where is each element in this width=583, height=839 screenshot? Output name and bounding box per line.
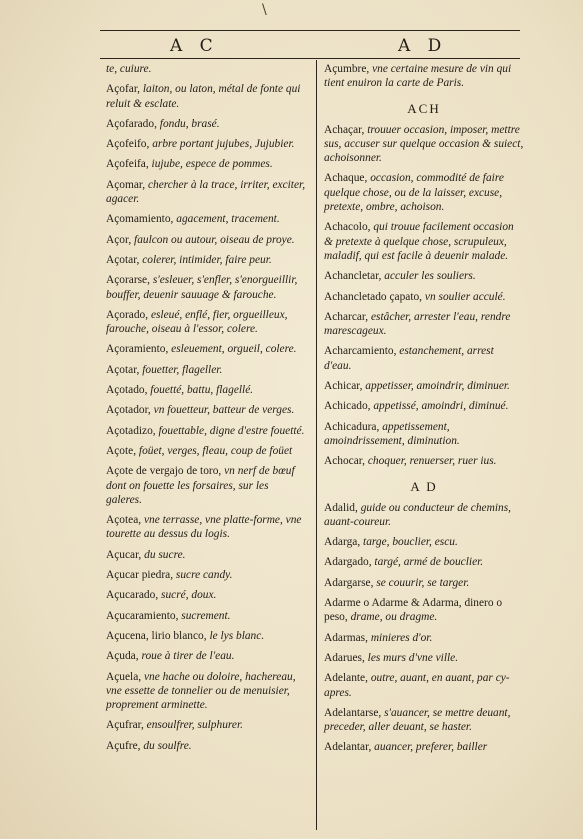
column-divider bbox=[316, 60, 317, 830]
entry-definition: fouetter, flageller. bbox=[142, 363, 223, 376]
entry-headword: Adalid, bbox=[324, 501, 358, 514]
dictionary-entry bbox=[106, 363, 306, 377]
dictionary-entry bbox=[106, 233, 306, 247]
entry-definition: vn nerf de bœuf dont on fouette les forsaires, sur les galeres. bbox=[106, 465, 295, 506]
entry-headword: Acharcar, bbox=[324, 310, 369, 323]
entry-headword: Açote, bbox=[106, 444, 137, 457]
entry-definition: estâcher, arrester l'eau, rendre marescageux. bbox=[324, 310, 511, 338]
entry-definition: sucré, doux. bbox=[161, 589, 217, 602]
dictionary-entry bbox=[324, 501, 524, 530]
dictionary-entry bbox=[106, 383, 306, 397]
header-left: A C bbox=[170, 36, 219, 56]
entry-definition: minieres d'or. bbox=[370, 631, 433, 644]
dictionary-entry bbox=[324, 123, 524, 166]
section-heading-ach: ACH bbox=[407, 100, 441, 116]
entry-definition: outre, auant, en auant, par cy-apres. bbox=[324, 672, 510, 699]
entry-definition: roue à tirer de l'eau. bbox=[141, 650, 235, 663]
entry-definition: ensoulfrer, sulphurer. bbox=[146, 719, 243, 732]
dictionary-entry bbox=[324, 62, 524, 91]
entry-headword: Açufre, bbox=[106, 739, 141, 752]
entry-headword: Achicadura, bbox=[324, 420, 380, 433]
entry-headword: Açuda, bbox=[106, 650, 139, 663]
dictionary-entry bbox=[324, 420, 524, 449]
entry-definition: occasion, commodité de faire quelque chose, ou de la laisser, excuse, pretexte, ombre, achoison. bbox=[324, 172, 504, 214]
entry-definition: sucre candy. bbox=[175, 569, 233, 582]
dictionary-entry bbox=[324, 310, 524, 339]
header-right: A D bbox=[398, 36, 448, 56]
entry-definition: colerer, intimider, faire peur. bbox=[142, 253, 272, 266]
dictionary-entry bbox=[106, 718, 306, 732]
entry-headword: Açuela, bbox=[106, 670, 142, 683]
dictionary-entry bbox=[324, 555, 524, 569]
dictionary-entry bbox=[324, 631, 524, 645]
entry-definition: targe, bouclier, escu. bbox=[363, 536, 458, 549]
entry-headword: Açucarado, bbox=[106, 589, 159, 602]
running-header bbox=[100, 36, 520, 58]
dictionary-entry bbox=[106, 609, 306, 623]
entry-headword: Açotea, bbox=[106, 514, 142, 527]
entry-definition: esleuement, orgueil, colere. bbox=[171, 343, 297, 356]
dictionary-entry bbox=[324, 269, 524, 283]
dictionary-entry bbox=[106, 117, 306, 131]
entry-definition: laiton, ou laton, métal de fonte qui reluit & esclate. bbox=[106, 83, 301, 110]
entry-definition: se couurir, se targer. bbox=[376, 576, 470, 589]
entry-definition: vn fouetteur, batteur de verges. bbox=[153, 404, 295, 417]
entry-headword: Achicado, bbox=[324, 400, 371, 413]
entry-headword: Açufrar, bbox=[106, 719, 144, 732]
entry-headword: Adarme o Adarme & Adarma, dinero o peso, bbox=[324, 597, 503, 624]
entry-headword: Açotado, bbox=[106, 384, 148, 397]
dictionary-entry bbox=[324, 344, 524, 373]
entry-definition: guide ou conducteur de chemins, auant-coureur. bbox=[324, 501, 511, 528]
entry-headword: Açofeifo, bbox=[106, 138, 150, 151]
entry-headword: Açotadizo, bbox=[106, 424, 156, 437]
entry-definition: auancer, preferer, bailler bbox=[374, 741, 488, 754]
dictionary-entry bbox=[106, 178, 306, 207]
dictionary-entry bbox=[106, 444, 306, 458]
entry-headword: Açor, bbox=[106, 233, 132, 246]
entry-headword: Achaque, bbox=[324, 172, 368, 185]
entry-definition: arbre portant jujubes, Jujubier. bbox=[152, 138, 295, 151]
dictionary-entry bbox=[106, 629, 306, 643]
entry-definition: agacement, tracement. bbox=[176, 213, 280, 226]
dictionary-entry bbox=[106, 513, 306, 542]
entry-headword: Açucar, bbox=[106, 548, 142, 561]
entry-headword: Açotador, bbox=[106, 404, 151, 417]
entry-definition: vne certaine mesure de vin qui tient enuiron la carte de Paris. bbox=[324, 63, 512, 90]
entry-headword: Achancletar, bbox=[324, 270, 382, 283]
dictionary-entry bbox=[106, 568, 306, 582]
entry-headword: Açofeifa, bbox=[106, 158, 149, 171]
entry-definition: iujube, espece de pommes. bbox=[151, 158, 273, 171]
entry-headword: Adargado, bbox=[324, 556, 372, 569]
entry-definition: fouettable, digne d'estre fouetté. bbox=[158, 424, 305, 437]
dictionary-entry bbox=[324, 706, 524, 735]
dictionary-entry bbox=[106, 137, 306, 151]
dictionary-entry bbox=[106, 273, 306, 302]
entry-definition: le lys blanc. bbox=[209, 629, 265, 642]
entry-headword: Açotar, bbox=[106, 363, 140, 376]
dictionary-entry bbox=[106, 649, 306, 663]
dictionary-entry bbox=[106, 424, 306, 438]
entry-headword: Achancletado çapato, bbox=[324, 290, 423, 303]
entry-definition: acculer les souliers. bbox=[384, 270, 476, 283]
dictionary-entry bbox=[324, 171, 524, 214]
dictionary-entry bbox=[106, 403, 306, 417]
entry-definition: choquer, renuerser, ruer ius. bbox=[367, 455, 497, 468]
dictionary-entry bbox=[106, 739, 306, 753]
dictionary-entry bbox=[106, 82, 306, 111]
entry-definition: fouetté, battu, flagellé. bbox=[150, 384, 254, 397]
entry-definition: targé, armé de bouclier. bbox=[374, 556, 484, 569]
entry-headword: Acharcamiento, bbox=[324, 345, 397, 358]
entry-definition: vne hache ou doloire, hachereau, vne essette de tonnelier ou de menuisier, proprement arminette. bbox=[106, 670, 296, 712]
dictionary-entry bbox=[106, 62, 306, 76]
entry-headword: Açorado, bbox=[106, 308, 149, 321]
dictionary-entry bbox=[106, 157, 306, 171]
entry-headword: Adarga, bbox=[324, 536, 361, 549]
dictionary-entry bbox=[324, 379, 524, 393]
entry-headword: Açomamiento, bbox=[106, 213, 174, 226]
entry-definition: sucrement. bbox=[181, 609, 231, 622]
entry-definition: appetisser, amoindrir, diminuer. bbox=[365, 380, 510, 393]
entry-headword: Adarmas, bbox=[324, 631, 368, 644]
dictionary-entry bbox=[106, 588, 306, 602]
entry-definition: te, cuiure. bbox=[106, 63, 152, 75]
entry-headword: Açucena, lirio blanco, bbox=[106, 629, 207, 642]
dictionary-entry bbox=[106, 212, 306, 226]
entry-headword: Achacolo, bbox=[324, 221, 371, 234]
entry-headword: Adarues, bbox=[324, 651, 365, 664]
entry-definition: trouuer occasion, imposer, mettre sus, accuser sur quelque occasion & suiect, achoisonner. bbox=[324, 123, 524, 165]
dictionary-entry bbox=[324, 399, 524, 413]
dictionary-entry bbox=[324, 671, 524, 700]
dictionary-entry bbox=[324, 651, 524, 665]
dictionary-entry bbox=[324, 454, 524, 468]
dictionary-entry bbox=[324, 740, 524, 754]
dictionary-entry bbox=[324, 220, 524, 263]
dictionary-entry bbox=[106, 548, 306, 562]
entry-definition: appetissement, amoindrissement, diminution. bbox=[324, 420, 460, 447]
entry-headword: Adargarse, bbox=[324, 576, 374, 589]
left-column bbox=[106, 62, 306, 759]
entry-definition: vn soulier acculé. bbox=[424, 290, 506, 303]
entry-headword: Açucar piedra, bbox=[106, 569, 174, 582]
dictionary-entry bbox=[324, 576, 524, 590]
entry-definition: du sucre. bbox=[144, 548, 186, 561]
header-rule-bottom bbox=[100, 58, 520, 59]
header-rule-top bbox=[100, 30, 520, 31]
entry-headword: Açofarado, bbox=[106, 117, 157, 130]
entry-definition: foüet, verges, fleau, coup de foüet bbox=[138, 444, 293, 457]
entry-headword: Açorarse, bbox=[106, 274, 150, 287]
entry-headword: Açote de vergajo de toro, bbox=[106, 465, 222, 478]
entry-definition: esleué, enflé, fier, orgueilleux, farouche, oiseau à l'essor, colere. bbox=[106, 308, 288, 336]
entry-headword: Açofar, bbox=[106, 83, 141, 96]
entry-definition: s'auancer, se mettre deuant, preceder, aller deuant, se haster. bbox=[324, 706, 511, 734]
entry-definition: fondu, brasé. bbox=[159, 117, 220, 130]
entry-definition: appetissé, amoindri, diminué. bbox=[373, 400, 509, 413]
entry-definition: vne terrasse, vne platte-forme, vne tourette au dessus du logis. bbox=[106, 514, 302, 541]
entry-headword: Açumbre, bbox=[324, 63, 370, 75]
entry-headword: Achicar, bbox=[324, 380, 363, 393]
dictionary-entry bbox=[106, 342, 306, 356]
entry-definition: les murs d'vne ville. bbox=[367, 651, 459, 664]
entry-headword: Açoramiento, bbox=[106, 343, 169, 356]
entry-definition: chercher à la trace, irriter, exciter, agacer. bbox=[106, 178, 306, 206]
entry-headword: Açomar, bbox=[106, 178, 146, 191]
entry-definition: faulcon ou autour, oiseau de proye. bbox=[134, 233, 295, 246]
section-heading-ad: A D bbox=[410, 478, 438, 494]
page-mark: \ bbox=[262, 2, 267, 18]
entry-definition: estanchement, arrest d'eau. bbox=[324, 345, 494, 372]
entry-headword: Adelantar, bbox=[324, 741, 372, 754]
dictionary-entry bbox=[324, 535, 524, 549]
entry-definition: drame, ou dragme. bbox=[350, 611, 438, 624]
entry-headword: Açotar, bbox=[106, 253, 140, 266]
dictionary-entry bbox=[324, 596, 524, 625]
entry-headword: Achocar, bbox=[324, 455, 365, 468]
entry-definition: s'esleuer, s'enfler, s'enorgueillir, bouffer, deuenir sauuage & farouche. bbox=[106, 274, 298, 301]
dictionary-entry bbox=[106, 464, 306, 507]
entry-definition: du soulfre. bbox=[143, 739, 192, 752]
entry-definition: qui trouue facilement occasion & pretexte à quelque chose, scrupuleux, maladif, qui est facile à deuenir malade. bbox=[324, 221, 514, 262]
dictionary-entry bbox=[106, 670, 306, 713]
right-column bbox=[324, 62, 524, 761]
entry-headword: Achaçar, bbox=[324, 123, 365, 136]
dictionary-entry bbox=[324, 290, 524, 304]
entry-headword: Adelantarse, bbox=[324, 706, 382, 719]
entry-headword: Açucaramiento, bbox=[106, 609, 179, 622]
dictionary-entry bbox=[106, 308, 306, 337]
entry-headword: Adelante, bbox=[324, 672, 368, 685]
dictionary-entry bbox=[106, 253, 306, 267]
